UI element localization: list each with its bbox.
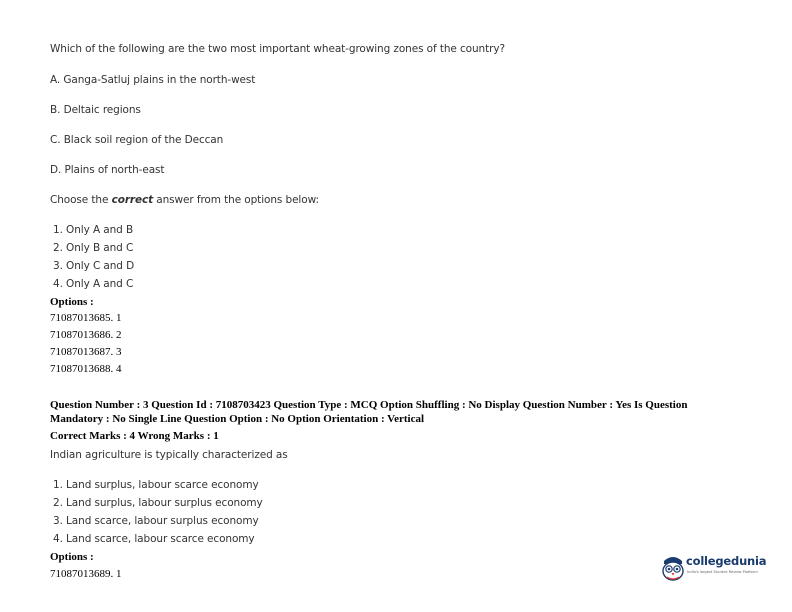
options-label: Options : — [50, 296, 94, 308]
instruction-emphasis: correct — [111, 194, 154, 206]
choice-2: 2. Only B and C — [53, 242, 134, 254]
choice-2-3: 3. Land scarce, labour surplus economy — [53, 515, 259, 527]
question-text-2: Indian agriculture is typically characterized as — [50, 449, 288, 461]
instruction-text — [50, 194, 319, 206]
logo-wordmark: collegedunia — [686, 554, 767, 568]
options-label-2: Options : — [50, 551, 94, 563]
statement-d: D. Plains of north-east — [50, 164, 165, 176]
question-header-line2: Mandatory : No Single Line Question Option : No Option Orientation : Vertical — [50, 413, 425, 425]
statement-b: B. Deltaic regions — [50, 104, 141, 116]
collegedunia-logo — [660, 552, 770, 584]
choice-1: 1. Only A and B — [53, 224, 134, 236]
question-header-line1: Question Number : 3 Question Id : 7108703423 Question Type : MCQ Option Shuffling : No Display Question Number : Yes Is Question — [50, 399, 688, 411]
statement-a: A. Ganga-Satluj plains in the north-west — [50, 74, 256, 86]
instruction-post: answer from the options below: — [153, 194, 319, 206]
choice-2-1: 1. Land surplus, labour scarce economy — [53, 479, 259, 491]
choice-4: 4. Only A and C — [53, 278, 134, 290]
marks-line: Correct Marks : 4 Wrong Marks : 1 — [50, 430, 219, 442]
option-id-1: 71087013685. 1 — [50, 312, 122, 324]
owl-icon — [660, 552, 686, 582]
choice-3: 3. Only C and D — [53, 260, 135, 272]
choice-2-4: 4. Land scarce, labour scarce economy — [53, 533, 255, 545]
logo-tagline: India's largest Student Review Platform — [687, 570, 758, 574]
option-id-2: 71087013686. 2 — [50, 329, 122, 341]
option-id-4: 71087013688. 4 — [50, 363, 122, 375]
instruction-pre: Choose the — [50, 194, 112, 206]
option-id-3: 71087013687. 3 — [50, 346, 122, 358]
choice-2-2: 2. Land surplus, labour surplus economy — [53, 497, 263, 509]
question-text: Which of the following are the two most important wheat-growing zones of the country? — [50, 43, 505, 55]
option-id-2-1: 71087013689. 1 — [50, 568, 122, 580]
statement-c: C. Black soil region of the Deccan — [50, 134, 224, 146]
